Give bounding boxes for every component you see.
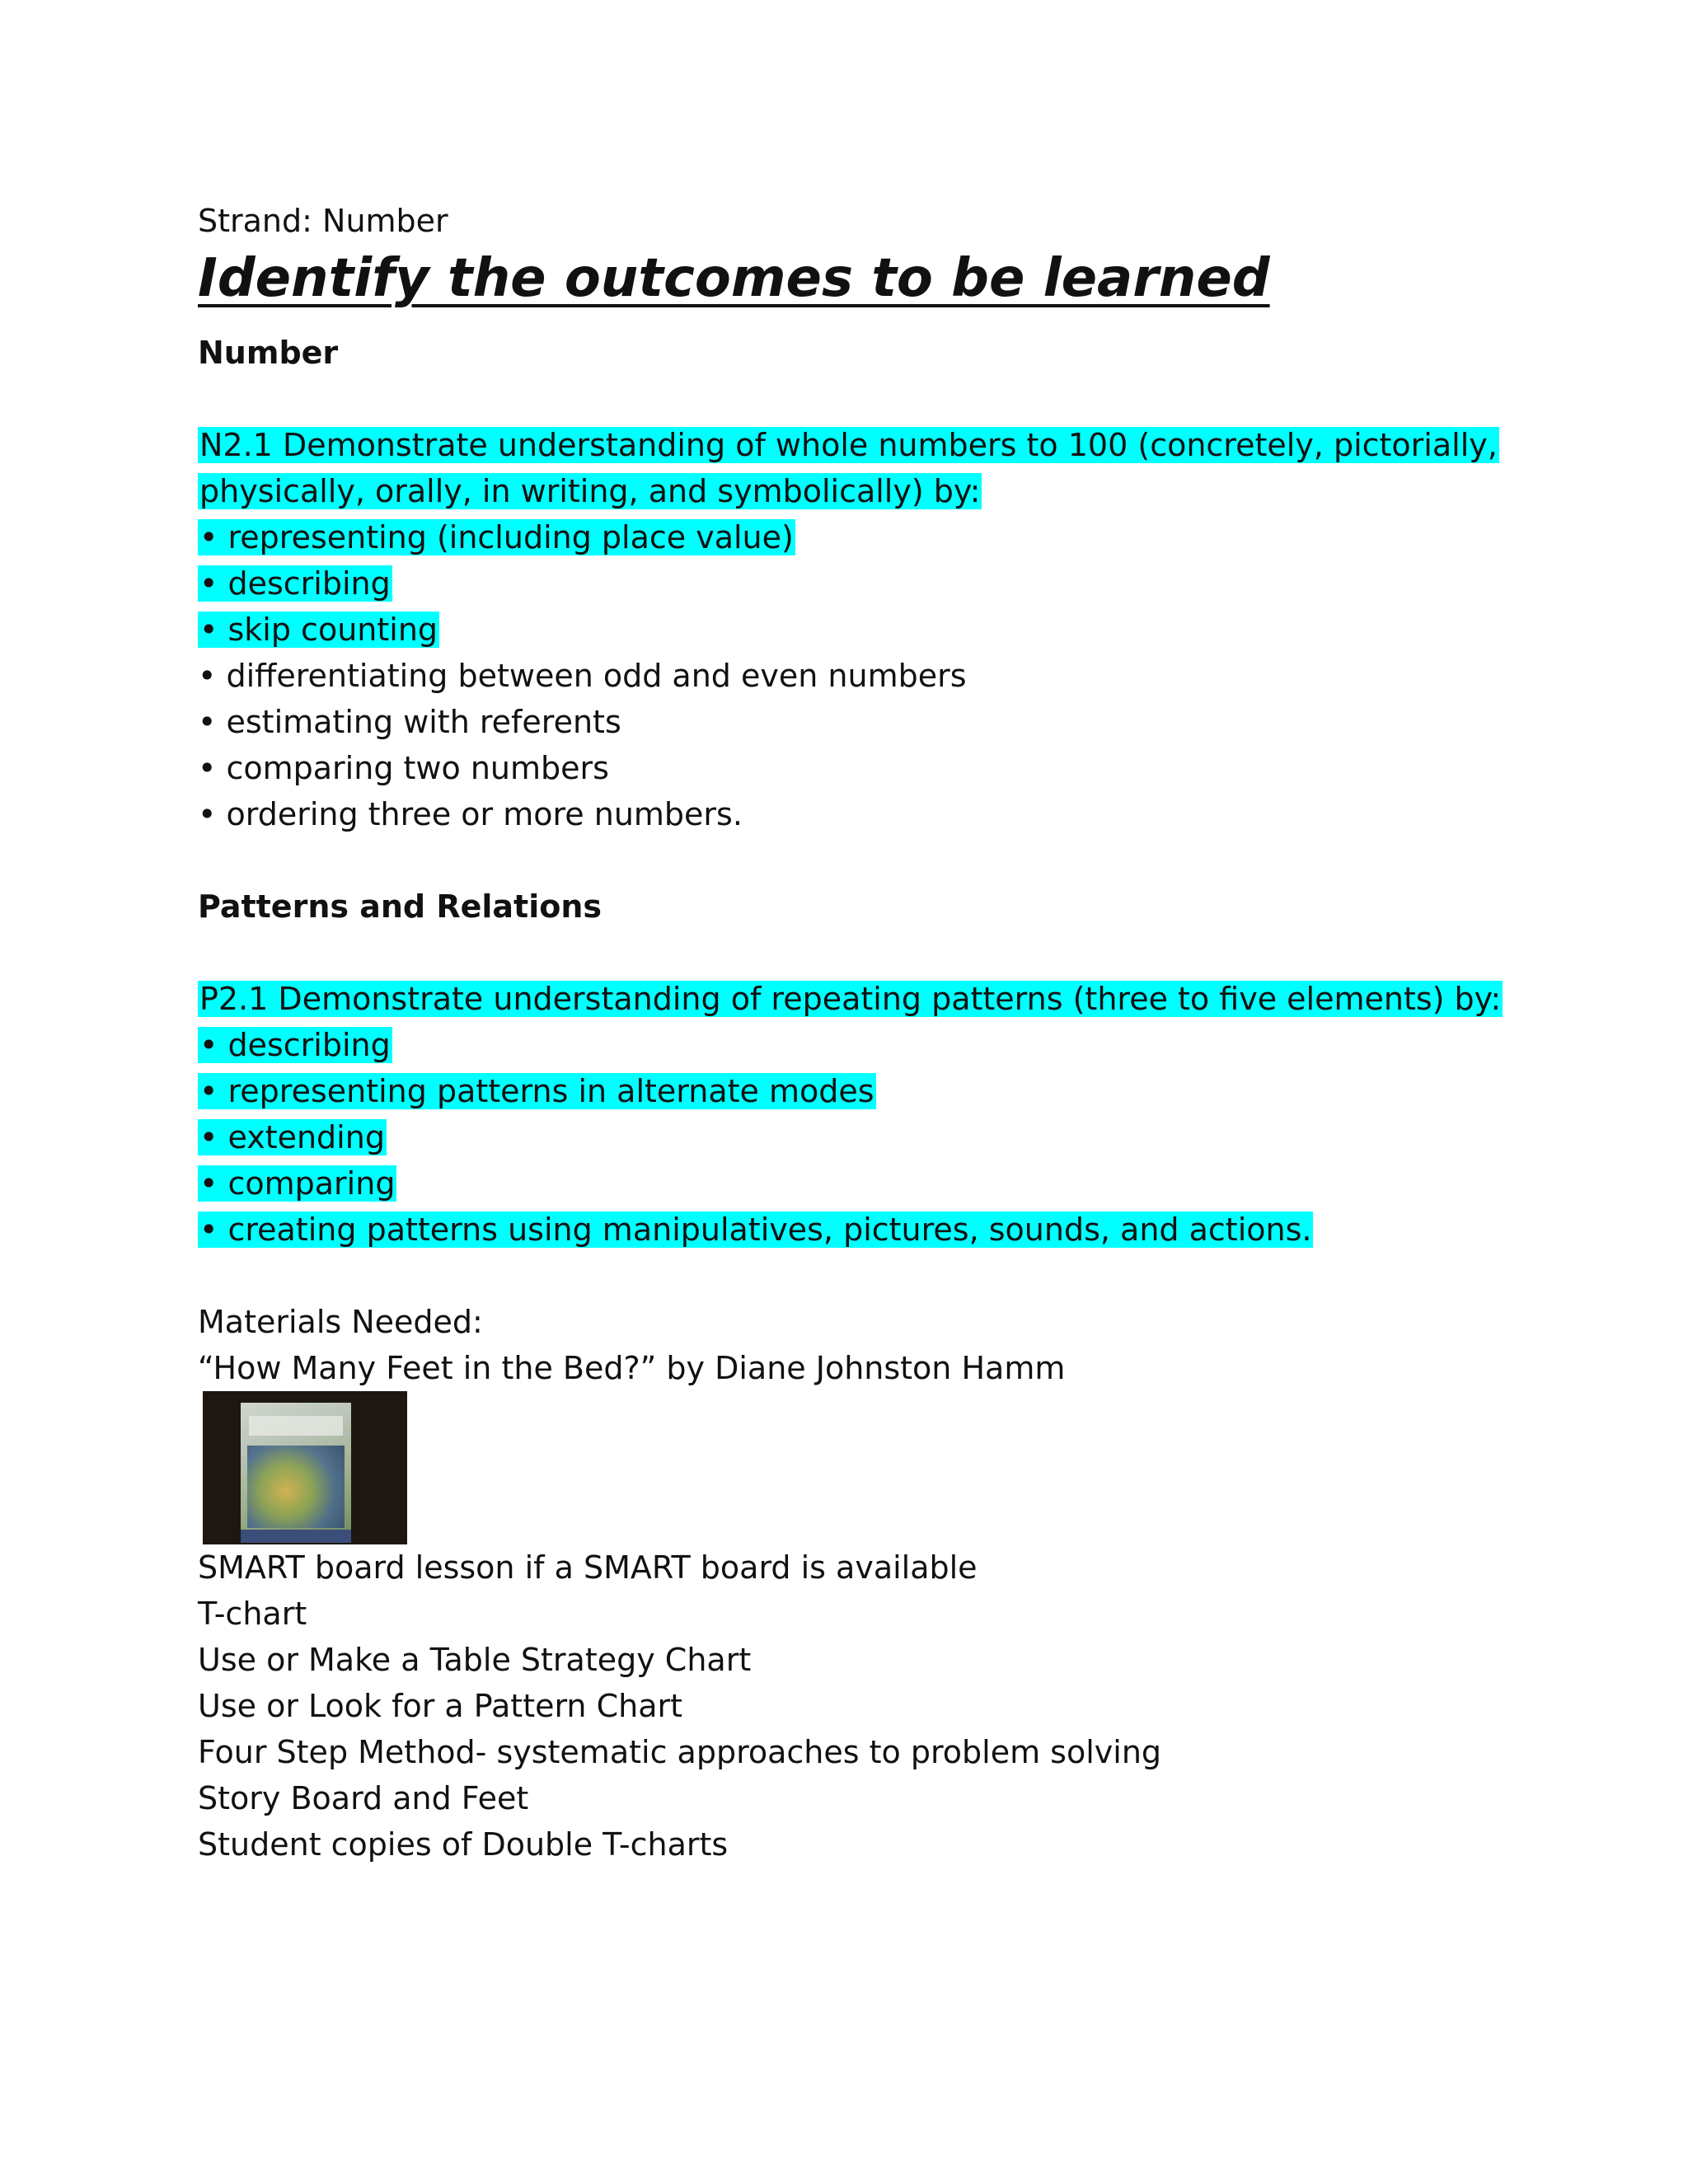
number-bullet-4: • differentiating between odd and even numbers (198, 658, 967, 694)
patterns-bullet-5: • creating patterns using manipulatives, pictures, sounds, and actions. (199, 1212, 1312, 1248)
material-item-5: Four Step Method- systematic approaches to problem solving (198, 1734, 1162, 1770)
patterns-bullet-3: • extending (199, 1119, 385, 1155)
material-item-1: SMART board lesson if a SMART board is available (198, 1549, 978, 1586)
patterns-outcome-line (198, 976, 1517, 1022)
material-item-4: Use or Look for a Pattern Chart (198, 1688, 683, 1724)
strand-label: Strand: Number (198, 203, 448, 239)
book-cover-title-band (249, 1416, 343, 1436)
patterns-bullet-2: • representing patterns in alternate modes (199, 1073, 874, 1109)
book-cover-image (203, 1391, 407, 1544)
patterns-outcome: P2.1 Demonstrate understanding of repeating patterns (three to five elements) by: (199, 981, 1502, 1017)
list-item (198, 514, 1517, 560)
list-item (198, 1068, 1517, 1114)
page-title: Identify the outcomes to be learned (198, 248, 1270, 309)
materials-heading: Materials Needed: (198, 1304, 483, 1340)
number-bullet-7: • ordering three or more numbers. (198, 796, 743, 832)
number-outcome: N2.1 Demonstrate understanding of whole numbers to 100 (concretely, pictorially, (199, 427, 1498, 463)
number-outcome-cont-line (198, 468, 1517, 514)
number-heading: Number (198, 335, 339, 371)
material-item-7: Student copies of Double T-charts (198, 1826, 729, 1863)
number-bullet-1: • representing (including place value) (199, 519, 794, 555)
number-bullet-3: • skip counting (199, 612, 438, 648)
book-title: “How Many Feet in the Bed?” by Diane Johnston Hamm (198, 1350, 1066, 1386)
book-cover (241, 1403, 351, 1543)
patterns-bullet-4: • comparing (199, 1165, 396, 1202)
patterns-heading: Patterns and Relations (198, 888, 603, 925)
book-cover-art (247, 1446, 345, 1528)
list-item (198, 1022, 1517, 1068)
list-item (198, 1207, 1517, 1253)
material-item-3: Use or Make a Table Strategy Chart (198, 1642, 752, 1678)
number-bullet-2: • describing (199, 565, 391, 602)
list-item (198, 1114, 1517, 1160)
number-outcome-cont: physically, orally, in writing, and symbolically) by: (199, 473, 981, 509)
patterns-bullet-1: • describing (199, 1027, 391, 1063)
document-page (198, 198, 1517, 1868)
list-item (198, 560, 1517, 607)
material-item-2: T-chart (198, 1596, 307, 1632)
number-outcome-line (198, 422, 1517, 468)
list-item (198, 1160, 1517, 1207)
number-bullet-5: • estimating with referents (198, 704, 621, 740)
book-cover-base (241, 1530, 351, 1543)
number-bullet-6: • comparing two numbers (198, 750, 609, 786)
material-item-6: Story Board and Feet (198, 1780, 529, 1816)
list-item (198, 607, 1517, 653)
